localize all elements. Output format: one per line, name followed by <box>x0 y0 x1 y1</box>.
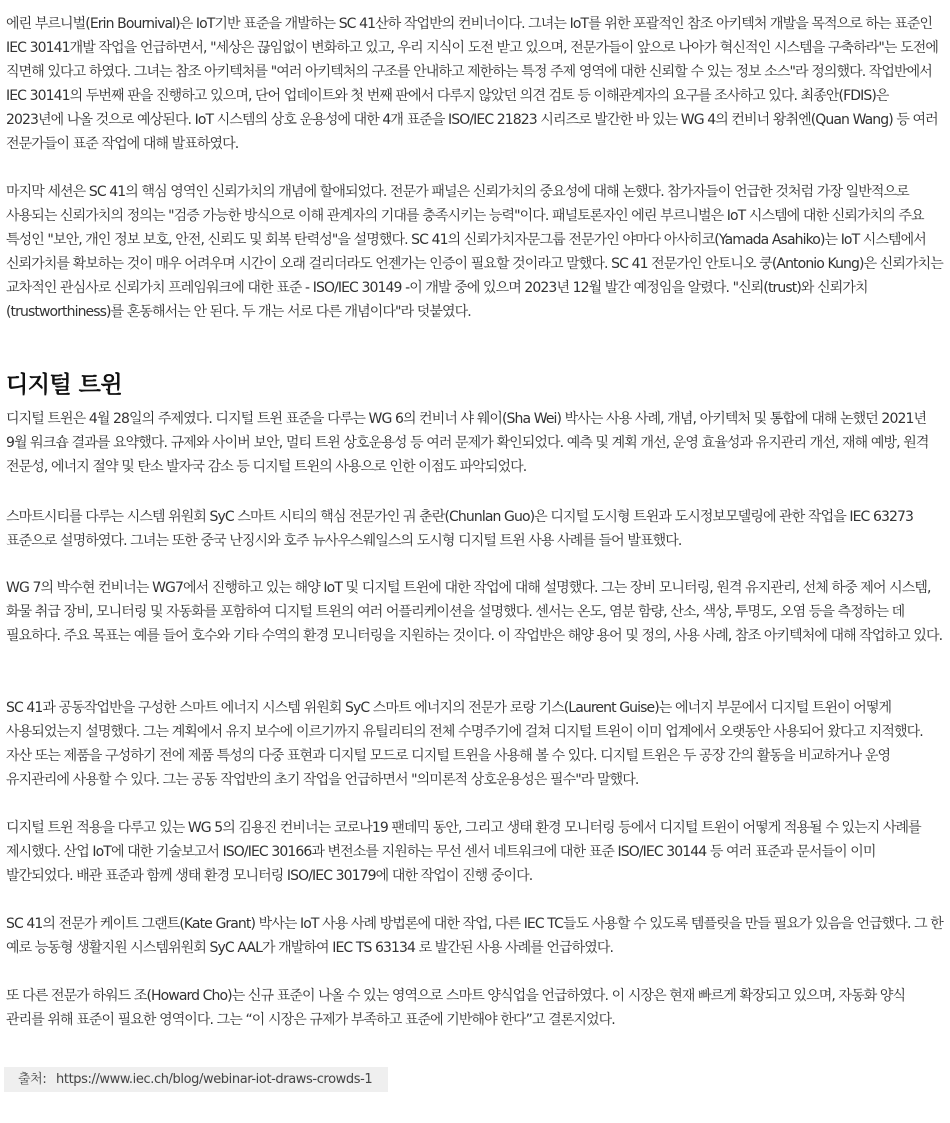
source-box <box>4 1067 388 1092</box>
paragraph-digital-twin-7: 또 다른 전문가 하워드 조(Howard Cho)는 신규 표준이 나올 수 있는 영역으로 스마트 양식업을 언급하였다. 이 시장은 현재 빠르게 확장되고 있으며, 자동화 양식 관리를 위해 표준이 필요한 영역이다. 그는 “이 시장은 규제가 부족하고 표준에 기반해야 한다”고 결론지었다. <box>6 988 906 1028</box>
section-heading: 디지털 트윈 <box>6 372 123 398</box>
source-url: https://www.iec.ch/blog/webinar-iot-draws-crowds-1 <box>56 1072 373 1087</box>
paragraph-digital-twin-6: SC 41의 전문가 케이트 그랜트(Kate Grant) 박사는 IoT 사용 사례 방법론에 대한 작업, 다른 IEC TC들도 사용할 수 있도록 템플릿을 만들 필요가 있음을 언급했다. 그 한 예로 능동형 생활지원 시스템위원회 SyC AAL가 개발하여 IEC TS 63134 로 발간된 사용 사례를 언급하였다. <box>6 916 943 956</box>
paragraph-digital-twin-5: 디지털 트윈 적용을 다루고 있는 WG 5의 김용진 컨비너는 코로나19 팬데믹 동안, 그리고 생태 환경 모니터링 등에서 디지털 트윈이 어떻게 적용될 수 있는지 사례를 제시했다. 산업 IoT에 대한 기술보고서 ISO/IEC 30166과 변전소를 지원하는 무선 센서 네트워크에 대한 표준 ISO/IEC 30144 등 여러 표준과 문서들이 이미 발간되었다. 배관 표준과 함께 생태 환경 모니터링 ISO/IEC 30179에 대한 작업이 진행 중이다. <box>6 820 921 884</box>
paragraph-intro-1: 에린 부르니벌(Erin Bournival)은 IoT기반 표준을 개발하는 SC 41산하 작업반의 컨비너이다. 그녀는 IoT를 위한 포괄적인 참조 아키텍처 개발을 목적으로 하는 표준인 IEC 30141개발 작업을 언급하면서, "세상은 끊임없이 변화하고 있고, 우리 지식이 도전 받고 있으며, 전문가들이 앞으로 나아가 혁신적인 시스템을 구축하라"는 도전에 직면해 있다고 하였다. 그녀는 참조 아키텍처를 "여러 아키텍처의 구조를 안내하고 제한하는 특정 주제 영역에 대한 신뢰할 수 있는 정보 소스"라 정의했다. 작업반에서 IEC 30141의 두번째 판을 진행하고 있으며, 단어 업데이트와 첫 번째 판에서 다루지 않았던 의견 검토 등 이해관계자의 요구를 조사하고 있다. 최종안(FDIS)은 2023년에 나올 것으로 예상된다. IoT 시스템의 상호 운용성에 대한 4개 표준을 ISO/IEC 21823 시리즈로 발간한 바 있는 WG 4의 컨비너 왕취엔(Quan Wang) 등 여러 전문가들이 표준 작업에 대해 발표하였다. <box>6 16 938 152</box>
paragraph-digital-twin-1: 디지털 트윈은 4월 28일의 주제였다. 디지털 트윈 표준을 다루는 WG 6의 컨비너 샤 웨이(Sha Wei) 박사는 사용 사례, 개념, 아키텍처 및 통합에 대해 논했던 2021년 9월 워크숍 결과를 요약했다. 규제와 사이버 보안, 멀티 트윈 상호운용성 등 여러 문제가 확인되었다. 예측 및 계획 개선, 운영 효율성과 유지관리 개선, 재해 예방, 원격 전문성, 에너지 절약 및 탄소 발자국 감소 등 디지털 트윈의 사용으로 인한 이점도 파악되었다. <box>6 411 929 475</box>
paragraph-digital-twin-3: WG 7의 박수현 컨비너는 WG7에서 진행하고 있는 해양 IoT 및 디지털 트윈에 대한 작업에 대해 설명했다. 그는 장비 모니터링, 원격 유지관리, 선체 하중 제어 시스템, 화물 취급 장비, 모니터링 및 자동화를 포함하여 디지털 트윈의 여러 어플리케이션을 설명했다. 센서는 온도, 염분 함량, 산소, 색상, 투명도, 오염 등을 측정하는 데 필요하다. 주요 목표는 예를 들어 호수와 기타 수역의 환경 모니터링을 지원하는 것이다. 이 작업반은 해양 용어 및 정의, 사용 사례, 참조 아키텍처에 대해 작업하고 있다. <box>6 580 943 644</box>
source-label: 출처: <box>18 1072 47 1087</box>
paragraph-intro-2: 마지막 세션은 SC 41의 핵심 영역인 신뢰가치의 개념에 할애되었다. 전문가 패널은 신뢰가치의 중요성에 대해 논했다. 참가자들이 언급한 것처럼 가장 일반적으로 사용되는 신뢰가치의 정의는 "검증 가능한 방식으로 이해 관계자의 기대를 충족시키는 능력"이다. 패널토론자인 에린 부르니벌은 IoT 시스템에 대한 신뢰가치의 주요 특성인 "보안, 개인 정보 보호, 안전, 신뢰도 및 회복 탄력성"을 설명했다. SC 41의 신뢰가치자문그룹 전문가인 야마다 아사히코(Yamada Asahiko)는 IoT 시스템에서 신뢰가치를 확보하는 것이 매우 어려우며 시간이 오래 걸리더라도 언젠가는 인증이 필요할 것이라고 말했다. SC 41 전문가인 안토니오 쿵(Antonio Kung)은 신뢰가치는 교차적인 관심사로 신뢰가치 프레임워크에 대한 표준 - ISO/IEC 30149 -이 개발 중에 있으며 2023년 12월 발간 예정임을 알렸다. "신뢰(trust)와 신뢰가치(trustworthiness)를 혼동해서는 안 된다. 두 개는 서로 다른 개념이다"라 덧붙였다. <box>6 184 943 320</box>
paragraph-digital-twin-2: 스마트시티를 다루는 시스템 위원회 SyC 스마트 시티의 핵심 전문가인 궈 춘란(Chunlan Guo)은 디지털 도시형 트윈과 도시정보모델링에 관한 작업을 IEC 63273 표준으로 설명하였다. 그녀는 또한 중국 난징시와 호주 뉴사우스웨일스의 도시형 디지털 트윈 사용 사례를 들어 발표했다. <box>6 509 914 549</box>
paragraph-digital-twin-4: SC 41과 공동작업반을 구성한 스마트 에너지 시스템 위원회 SyC 스마트 에너지의 전문가 로랑 기스(Laurent Guise)는 에너지 부문에서 디지털 트윈이 어떻게 사용되었는지 설명했다. 그는 계획에서 유지 보수에 이르기까지 유틸리티의 전체 수명주기에 걸쳐 디지털 트윈이 이미 업계에서 오랫동안 사용되어 왔다고 지적했다. 자산 또는 제품을 구성하기 전에 제품 특성의 다중 표현과 디지털 모드로 디지털 트윈을 사용해 볼 수 있다. 디지털 트윈은 두 공장 간의 활동을 비교하거나 운영 유지관리에 사용할 수 있다. 그는 공동 작업반의 초기 작업을 언급하면서 "의미론적 상호운용성은 필수"라 말했다. <box>6 700 923 788</box>
